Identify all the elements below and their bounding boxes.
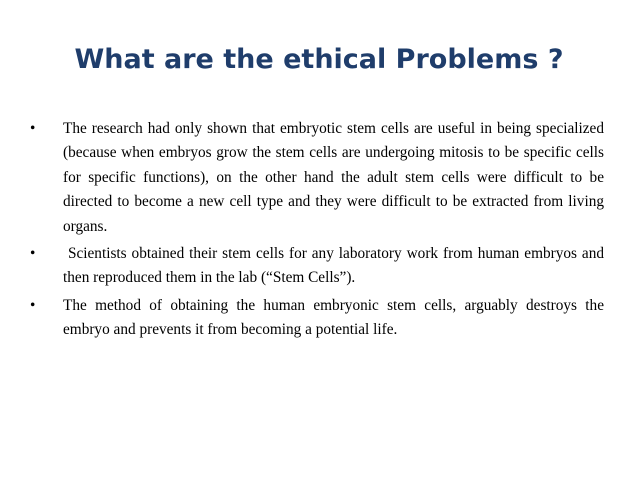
bullet-marker: • — [30, 245, 36, 263]
bullet-item — [30, 294, 604, 343]
bullet-marker: • — [30, 296, 36, 314]
bullet-list — [30, 117, 608, 346]
bullet-item — [30, 117, 604, 239]
bullet-text: The research had only shown that embryotic stem cells are useful in being specialized (because when embryos grow the stem cells are undergoing mitosis to be specific cells for specific functions), on the other hand the adult stem cells were difficult to be directed to become a new cell type and they were difficult to be extracted from living organs. — [63, 120, 604, 235]
bullet-text: Scientists obtained their stem cells for any laboratory work from human embryos and then reproduced them in the lab (“Stem Cells”). — [63, 245, 608, 287]
slide-title: What are the ethical Problems ? — [74, 44, 564, 75]
bullet-item — [30, 242, 608, 291]
bullet-text: The method of obtaining the human embryonic stem cells, arguably destroys the embryo and prevents it from becoming a potential life. — [63, 296, 604, 339]
bullet-marker: • — [30, 120, 36, 137]
